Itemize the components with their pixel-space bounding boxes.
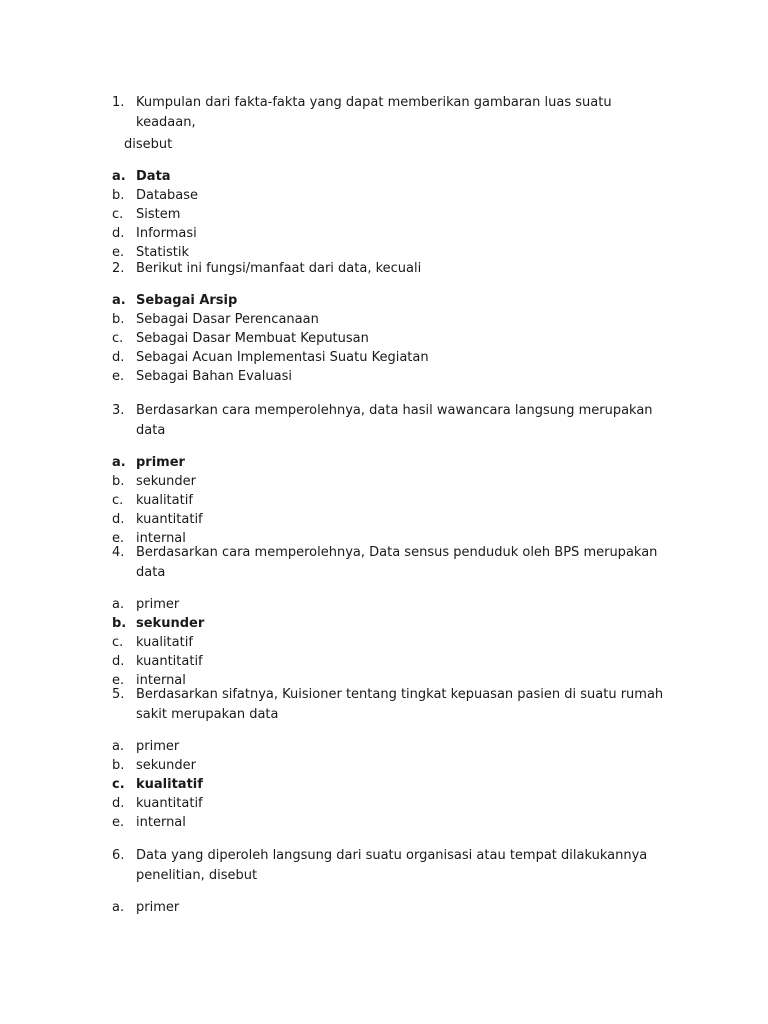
- options-list: [112, 737, 672, 832]
- question-1-row: [112, 93, 672, 133]
- option-a: [112, 898, 672, 917]
- question-text: Kumpulan dari fakta-fakta yang dapat memberikan gambaran luas suatu keadaan,: [136, 95, 612, 130]
- option-letter: b.: [112, 312, 125, 327]
- option-d: [112, 510, 672, 529]
- option-letter: a.: [112, 169, 126, 184]
- option-d: [112, 224, 672, 243]
- option-letter: a.: [112, 900, 125, 915]
- question-3: [112, 401, 672, 548]
- question-6-row: [112, 846, 672, 886]
- question-text: Data yang diperoleh langsung dari suatu organisasi atau tempat dilakukannya penelitian, disebut: [136, 848, 648, 883]
- option-letter: d.: [112, 512, 125, 527]
- option-letter: c.: [112, 635, 124, 650]
- option-text: Data: [136, 169, 171, 184]
- option-letter: e.: [112, 673, 125, 688]
- option-b: [112, 186, 672, 205]
- option-b: [112, 310, 672, 329]
- question-2: [112, 259, 672, 386]
- options-list: [112, 167, 672, 262]
- option-a: [112, 291, 672, 310]
- option-text: kualitatif: [136, 635, 193, 650]
- option-text: kualitatif: [136, 493, 193, 508]
- question-text: Berikut ini fungsi/manfaat dari data, kecuali: [136, 261, 422, 276]
- option-text: Sebagai Bahan Evaluasi: [136, 369, 292, 384]
- option-letter: d.: [112, 350, 125, 365]
- option-d: [112, 794, 672, 813]
- option-a: [112, 167, 672, 186]
- option-letter: b.: [112, 616, 127, 631]
- question-number: 5.: [112, 687, 125, 702]
- option-letter: d.: [112, 226, 125, 241]
- option-e: [112, 367, 672, 386]
- option-b: [112, 472, 672, 491]
- option-c: [112, 633, 672, 652]
- question-text-continuation: disebut: [124, 137, 173, 152]
- option-text: Statistik: [136, 245, 190, 260]
- question-number: 4.: [112, 545, 125, 560]
- question-5-row: [112, 685, 672, 725]
- option-letter: d.: [112, 654, 125, 669]
- option-a: [112, 453, 672, 472]
- option-letter: a.: [112, 293, 126, 308]
- option-letter: a.: [112, 455, 126, 470]
- option-d: [112, 348, 672, 367]
- option-text: internal: [136, 673, 186, 688]
- option-letter: d.: [112, 796, 125, 811]
- option-text: internal: [136, 531, 186, 546]
- option-text: sekunder: [136, 474, 196, 489]
- option-a: [112, 737, 672, 756]
- option-c: [112, 775, 672, 794]
- option-letter: e.: [112, 245, 125, 260]
- option-text: primer: [136, 455, 185, 470]
- option-text: Sebagai Dasar Perencanaan: [136, 312, 319, 327]
- options-list: [112, 453, 672, 548]
- option-text: Database: [136, 188, 199, 203]
- option-c: [112, 491, 672, 510]
- option-letter: e.: [112, 815, 125, 830]
- option-e: [112, 813, 672, 832]
- question-number: 3.: [112, 403, 125, 418]
- option-text: Informasi: [136, 226, 197, 241]
- option-text: kuantitatif: [136, 512, 203, 527]
- question-text: Berdasarkan cara memperolehnya, data hasil wawancara langsung merupakan data: [136, 403, 653, 438]
- option-text: primer: [136, 900, 180, 915]
- option-text: internal: [136, 815, 186, 830]
- option-text: kuantitatif: [136, 654, 203, 669]
- option-letter: c.: [112, 777, 125, 792]
- question-5: [112, 685, 672, 832]
- option-d: [112, 652, 672, 671]
- question-1: [112, 93, 672, 262]
- option-letter: b.: [112, 758, 125, 773]
- option-letter: c.: [112, 493, 124, 508]
- option-text: Sebagai Arsip: [136, 293, 238, 308]
- option-letter: e.: [112, 369, 125, 384]
- options-list: [112, 595, 672, 690]
- question-text: Berdasarkan cara memperolehnya, Data sensus penduduk oleh BPS merupakan data: [136, 545, 658, 580]
- options-list: [112, 898, 672, 917]
- option-a: [112, 595, 672, 614]
- question-2-row: [112, 259, 672, 279]
- question-number: 2.: [112, 261, 125, 276]
- option-letter: c.: [112, 331, 124, 346]
- options-list: [112, 291, 672, 386]
- option-b: [112, 756, 672, 775]
- question-4: [112, 543, 672, 690]
- option-c: [112, 329, 672, 348]
- option-letter: e.: [112, 531, 125, 546]
- option-text: Sistem: [136, 207, 181, 222]
- question-number: 1.: [112, 95, 125, 110]
- question-number: 6.: [112, 848, 125, 863]
- option-b: [112, 614, 672, 633]
- option-c: [112, 205, 672, 224]
- option-letter: b.: [112, 474, 125, 489]
- option-text: kualitatif: [136, 777, 203, 792]
- option-text: sekunder: [136, 616, 205, 631]
- option-text: primer: [136, 739, 180, 754]
- option-text: sekunder: [136, 758, 196, 773]
- question-3-row: [112, 401, 672, 441]
- option-letter: b.: [112, 188, 125, 203]
- question-4-row: [112, 543, 672, 583]
- option-letter: c.: [112, 207, 124, 222]
- option-text: kuantitatif: [136, 796, 203, 811]
- option-letter: a.: [112, 597, 125, 612]
- question-6: [112, 846, 672, 917]
- option-text: Sebagai Acuan Implementasi Suatu Kegiatan: [136, 350, 429, 365]
- option-text: Sebagai Dasar Membuat Keputusan: [136, 331, 369, 346]
- option-text: primer: [136, 597, 180, 612]
- question-text: Berdasarkan sifatnya, Kuisioner tentang tingkat kepuasan pasien di suatu rumah sakit merupakan data: [136, 687, 664, 722]
- option-letter: a.: [112, 739, 125, 754]
